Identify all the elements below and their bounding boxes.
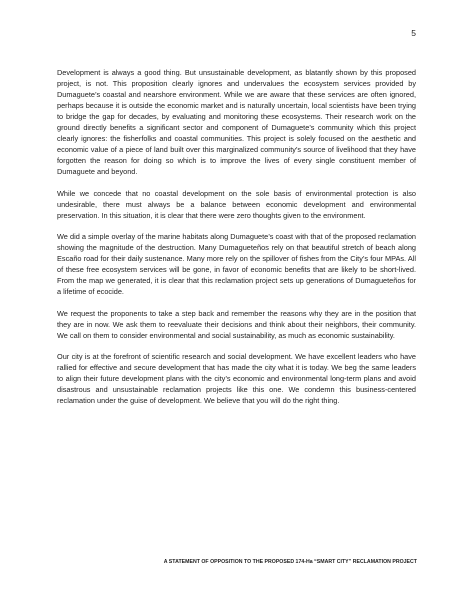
page-number: 5 <box>411 28 416 38</box>
paragraph-balance: While we concede that no coastal development on the sole basis of environmental protection is also undesirable, there must always be a balance between economic development and environmental preservation. In this situation, it is clear that there were zero thoughts given to the environment. <box>57 188 416 220</box>
paragraph-request: We request the proponents to take a step back and remember the reasons why they are in the position that they are in now. We ask them to reevaluate their decisions and think about their neighbors, their community. We call on them to consider environmental and social sustainability, as much as economic sustainability. <box>57 308 416 340</box>
page-footer: A STATEMENT OF OPPOSITION TO THE PROPOSED 174-Ha “SMART CITY” RECLAMATION PROJECT <box>163 559 417 565</box>
paragraph-overlay: We did a simple overlay of the marine habitats along Dumaguete’s coast with that of the proposed reclamation showing the magnitude of the destruction. Many Dumagueteños rely on that beautiful stretch of beach along Escaño road for their daily sustenance. Many more rely on the spillover of fishes from the City’s four MPAs. All of these free ecosystem services will be gone, in favor of economic benefits that are likely to be short-lived. From the map we generated, it is clear that this reclamation project sets up generations of Dumagueteños for a lifetime of ecocide. <box>57 232 416 297</box>
document-body <box>57 67 416 417</box>
paragraph-development: Development is always a good thing. But unsustainable development, as blatantly shown by this proposed project, is not. This proposition clearly ignores and undervalues the ecosystem services provided by Dumaguete’s coastal and nearshore environment. While we are aware that these services are often ignored, perhaps because it is outside the economic market and is naturally uncertain, local scientists have been trying to bridge the gap for decades, by evaluating and monitoring these ecosystems. Their research work on the ground directly benefits a significant sector and component of Dumaguete’s community which this project clearly ignores: the fisherfolks and coastal communities. This project is solely focused on the aesthetic and economic value of a piece of land built over this marginalized community’s source of livelihood that they have forgotten the reason for doing so which is to improve the lives of every single constituent member of Dumaguete and beyond. <box>57 68 416 176</box>
paragraph-city: Our city is at the forefront of scientific research and social development. We have excellent leaders who have rallied for effective and secure development that has made the city what it is today. We beg the same leaders to align their future development plans with the city’s economic and environmental long-term plans and avoid disastrous and unsustainable reclamation projects like this one. We condemn this business-centered reclamation under the guise of development. We believe that you will do the right thing. <box>57 352 416 406</box>
